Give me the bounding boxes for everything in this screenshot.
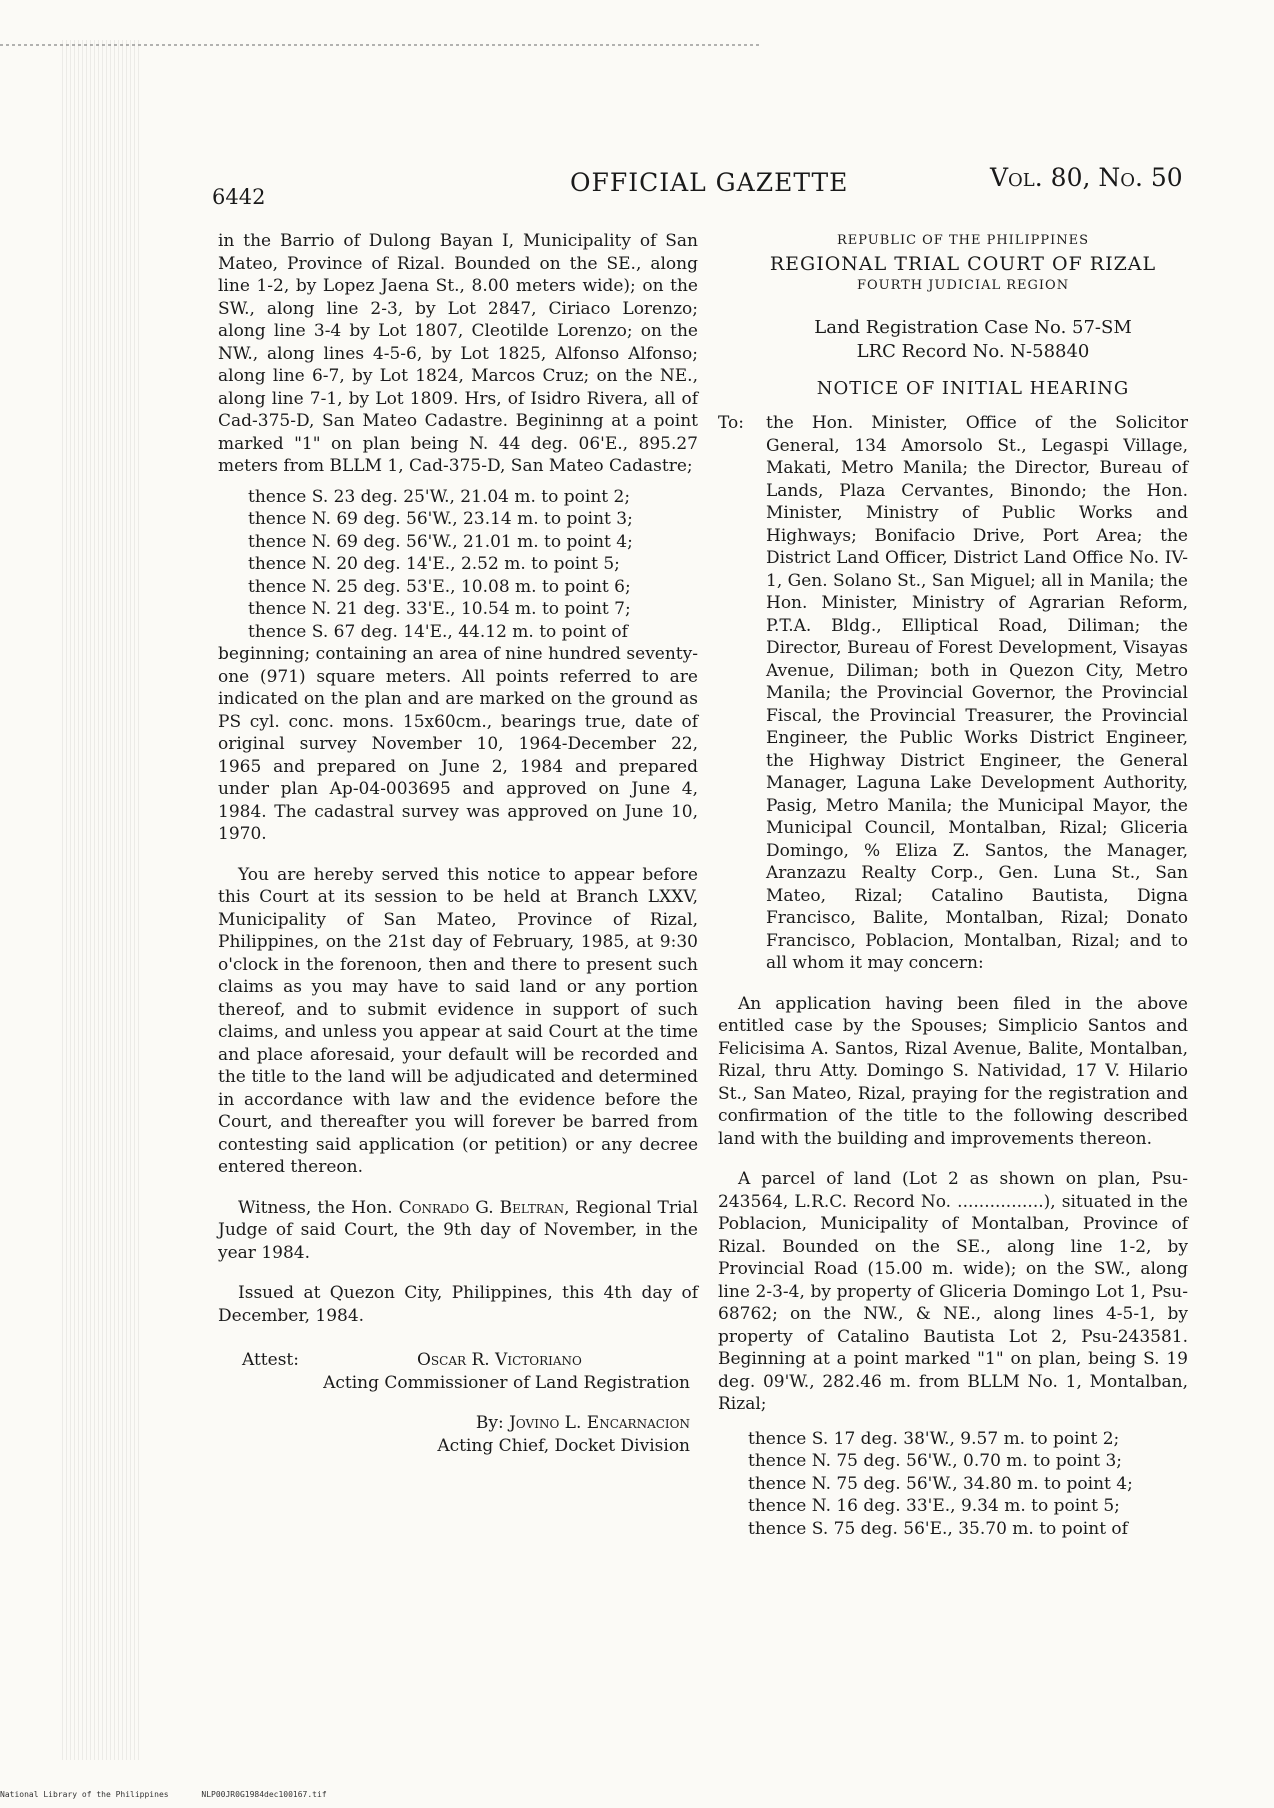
bearing-line: thence N. 20 deg. 14'E., 2.52 m. to point 5; — [248, 554, 620, 574]
court-header — [738, 230, 1188, 298]
court-name: REGIONAL TRIAL COURT OF RIZAL — [769, 252, 1157, 275]
lot-area-paragraph: beginning; containing an area of nine hundred seventy-one (971) square meters. All points referred to are indicated on the plan and are marked on the ground as PS cyl. conc. mons. 15x60cm., bearings true, date of original survey November 10, 1964-December 22, 1965 and prepared on June 2, 1984 and prepared under plan Ap-04-003695 and approved on June 4, 1984. The cadastral survey was approved on June 10, 1970. — [218, 644, 698, 844]
bearing-line: thence S. 75 deg. 56'E., 35.70 m. to point of — [748, 1518, 1128, 1539]
page-number: 6442 — [212, 185, 266, 209]
case-block — [758, 316, 1188, 364]
addressees-list: the Hon. Minister, Office of the Solicitor General, 134 Amorsolo St., Legaspi Village, Makati, Metro Manila; the Director, Bureau of Lands, Plaza Cervantes, Binondo; the Hon. Minister, Ministry of Public Works and Highways; Bonifacio Drive, Port Area; the District Land Officer, District Land Office No. IV-1, Gen. Solano St., San Miguel; all in Manila; the Hon. Minister, Ministry of Agrarian Reform, P.T.A. Bldg., Elliptical Road, Diliman; the Director, Bureau of Forest Development, Visayas Avenue, Diliman; both in Quezon City, Metro Manila; the Provincial Governor, the Provincial Fiscal, the Provincial Treasurer, the Provincial Engineer, the Public Works District Engineer, the Highway District Engineer, the General Manager, Laguna Lake Development Authority, Pasig, Metro Manila; the Municipal Mayor, the Municipal Council, Montalban, Rizal; Gliceria Domingo, % Eliza Z. Santos, the Manager, Aranzazu Realty Corp., Gen. Luna St., San Mateo, Rizal; Catalino Bautista, Digna Francisco, Balite, Montalban, Rizal; Donato Francisco, Poblacion, Montalban, Rizal; and to all whom it may concern: — [766, 413, 1188, 973]
bearing-line: thence N. 16 deg. 33'E., 9.34 m. to point 5; — [748, 1496, 1120, 1516]
bearing-line: thence N. 75 deg. 56'W., 34.80 m. to point 4; — [748, 1473, 1133, 1494]
bearing-line: thence N. 25 deg. 53'E., 10.08 m. to point 6; — [248, 576, 631, 597]
right-column — [718, 230, 1188, 1540]
bearings-list — [218, 486, 698, 644]
witness-paragraph — [218, 1197, 698, 1265]
addressees-block — [718, 412, 1188, 975]
scan-footer — [0, 1790, 355, 1799]
top-rule — [0, 44, 760, 46]
bearing-line: thence N. 69 deg. 56'W., 21.01 m. to point 4; — [248, 531, 633, 552]
witness-suffix: , Regional Trial Judge of said Court, the 9th day of November, in the year 1984. — [218, 1197, 699, 1263]
notice-title: NOTICE OF INITIAL HEARING — [816, 377, 1130, 399]
binding-edge — [62, 40, 142, 1760]
to-label: To: — [718, 413, 744, 433]
bearing-line: thence N. 21 deg. 33'E., 10.54 m. to point 7; — [248, 599, 631, 619]
left-column — [218, 230, 698, 1457]
bearing-line: thence S. 67 deg. 14'E., 44.12 m. to point of — [248, 621, 628, 642]
attest-title: Acting Commissioner of Land Registration — [323, 1372, 690, 1393]
judge-name: Conrado G. Beltran — [398, 1197, 565, 1218]
summons-paragraph: You are hereby served this notice to appear before this Court at its session to be held at Branch LXXV, Municipality of San Mateo, Province of Rizal, Philippines, on the 21st day of February, 1985, at 9:30 o'clock in the forenoon, then and there to present such claims as you may have to said land or any portion thereof, and to submit evidence in support of such claims, and unless you appear at said Court at the time and place aforesaid, your default will be recorded and the title to the land will be adjudicated and determined in accordance with law and the evidence before the Court, and thereafter you will forever be barred from contesting said application (or petition) or any decree entered thereon. — [218, 864, 698, 1177]
attest-block — [218, 1349, 698, 1372]
volume-info: Vol. 80, No. 50 — [990, 163, 1183, 192]
application-paragraph: An application having been filed in the above entitled case by the Spouses; Simplicio Santos and Felicisima A. Santos, Rizal Avenue, Balite, Montalban, Rizal, thru Atty. Domingo S. Natividad, 17 V. Hilario St., San Mateo, Rizal, praying for the registration and confirmation of the title to the following described land with the building and improvements thereon. — [718, 993, 1188, 1149]
witness-prefix: Witness, the Hon. — [238, 1197, 399, 1218]
republic-line: REPUBLIC OF THE PHILIPPINES — [837, 233, 1089, 248]
bearings-list — [718, 1428, 1188, 1541]
lot-description: in the Barrio of Dulong Bayan I, Municipality of San Mateo, Province of Rizal. Bounded on the SE., along line 1-2, by Lopez Jaena St., 8.00 meters wide); on the SW., along line 2-3, by Lot 2847, Ciriaco Lorenzo; along line 3-4 by Lot 1807, Cleotilde Lorenzo; on the NW., along lines 4-5-6, by Lot 1825, Alfonso Alfonso; along line 6-7, by Lot 1824, Marcos Cruz; on the NE., along line 7-1, by Lot 1809. Hrs, of Isidro Rivera, all of Cad-375-D, San Mateo Cadastre. Begininng at a point marked "1" on plan being N. 44 deg. 06'E., 895.27 meters from BLLM 1, Cad-375-D, San Mateo Cadastre; — [218, 231, 698, 476]
bearing-line: thence S. 17 deg. 38'W., 9.57 m. to point 2; — [748, 1428, 1120, 1449]
scan-file-name: NLP00JR0G1984dec100167.tif — [201, 1790, 327, 1799]
by-signatory-line — [218, 1412, 698, 1435]
library-credit: National Library of the Philippines — [0, 1790, 169, 1799]
issued-paragraph: Issued at Quezon City, Philippines, this 4th day of December, 1984. — [218, 1283, 698, 1326]
by-label: By: — [475, 1413, 510, 1433]
lrc-record: LRC Record No. N-58840 — [856, 340, 1090, 362]
by-signatory: Jovino L. Encarnacion — [509, 1413, 690, 1433]
attest-label: Attest: — [242, 1350, 299, 1370]
bearing-line: thence S. 23 deg. 25'W., 21.04 m. to point 2; — [248, 486, 631, 507]
running-title: OFFICIAL GAZETTE — [570, 168, 849, 197]
by-title: Acting Chief, Docket Division — [437, 1435, 690, 1456]
region-line: FOURTH JUDICIAL REGION — [856, 278, 1070, 293]
bearing-line: thence N. 75 deg. 56'W., 0.70 m. to point 3; — [748, 1451, 1122, 1471]
attest-signatory: Oscar R. Victoriano — [417, 1350, 582, 1370]
bearing-line: thence N. 69 deg. 56'W., 23.14 m. to point 3; — [248, 509, 633, 529]
case-number: Land Registration Case No. 57-SM — [814, 316, 1132, 338]
parcel-paragraph: A parcel of land (Lot 2 as shown on plan, Psu-243564, L.R.C. Record No. ................), situated in the Poblacion, Municipality of Montalban, Province of Rizal. Bounded on the SE., along line 1-2, by Provincial Road (15.00 m. wide); on the SW., along line 2-3-4, by property of Gliceria Domingo Lot 1, Psu-68762; on the NW., & NE., along lines 4-5-1, by property of Catalino Bautista Lot 2, Psu-243581. Beginning at a point marked "1" on plan, being S. 19 deg. 09'W., 282.46 m. from BLLM No. 1, Montalban, Rizal; — [718, 1169, 1188, 1414]
